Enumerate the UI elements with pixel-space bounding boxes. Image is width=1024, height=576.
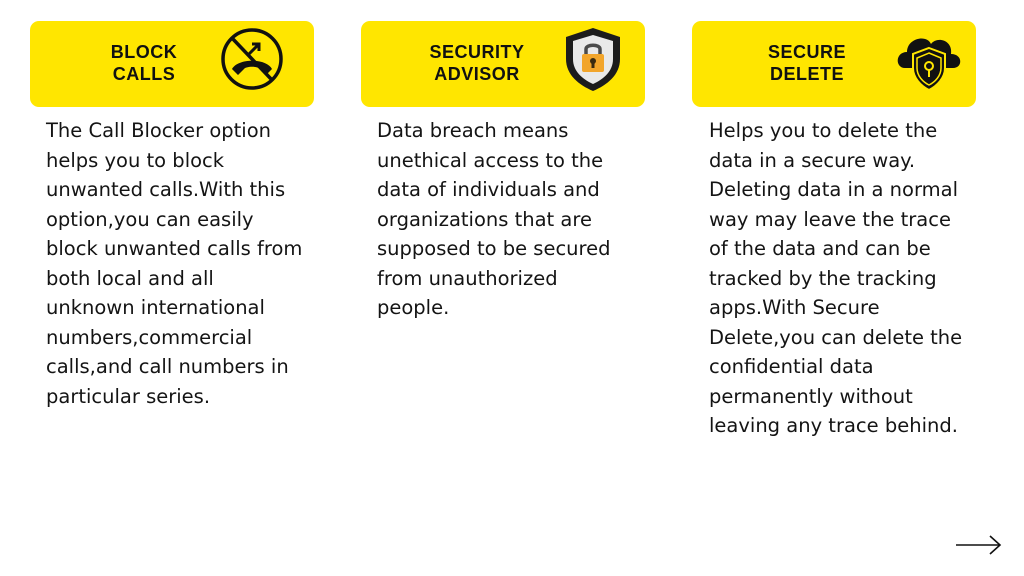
secure-delete-title: SECURE DELETE <box>767 42 846 84</box>
block-calls-title: BLOCK CALLS <box>110 42 178 84</box>
security-advisor-header <box>361 21 645 107</box>
blocked-phone-icon <box>218 25 286 93</box>
secure-delete-header <box>692 21 976 107</box>
right-arrow-icon[interactable] <box>954 532 1004 558</box>
cloud-shield-icon <box>893 24 965 96</box>
security-advisor-description: Data breach means unethical access to the data of individuals and organizations that are supposed to be secured from unauthorized people. <box>377 119 611 319</box>
secure-delete-description: Helps you to delete the data in a secure way. Deleting data in a normal way may leave the trace of the data and can be tracked by the tracking apps.With Secure Delete,you can delete the confidential data permanently without leaving any trace behind. <box>709 119 963 437</box>
security-advisor-title: SECURITY ADVISOR <box>429 42 525 84</box>
block-calls-description: The Call Blocker option helps you to block unwanted calls.With this option,you can easily block unwanted calls from both local and all unknown international numbers,commercial calls,and call numbers in particular series. <box>46 119 303 408</box>
block-calls-header <box>30 21 314 107</box>
shield-lock-icon <box>561 25 625 93</box>
